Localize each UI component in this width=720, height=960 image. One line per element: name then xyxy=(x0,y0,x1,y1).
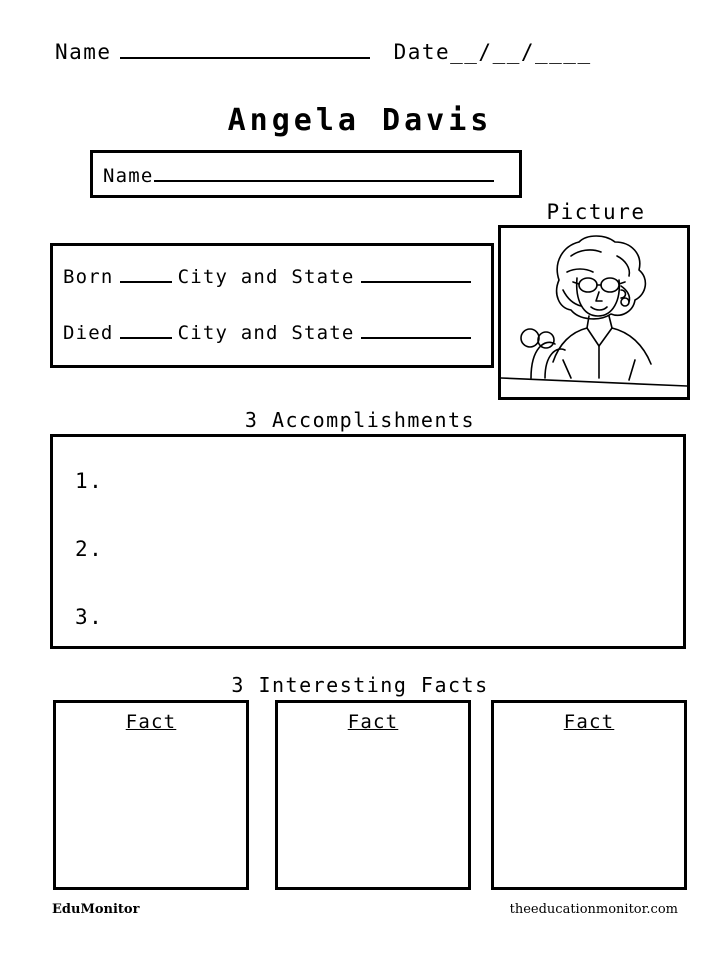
footer-brand: EduMonitor xyxy=(52,902,140,917)
accomplishment-item-1: 1. xyxy=(75,469,104,493)
fact-box-2-title: Fact xyxy=(347,711,399,733)
portrait-illustration xyxy=(501,228,687,397)
born-city-state-blank[interactable] xyxy=(361,270,471,283)
died-city-state-blank[interactable] xyxy=(361,326,471,339)
header-name-blank-line[interactable] xyxy=(120,43,370,59)
name-box[interactable] xyxy=(90,150,522,198)
accomplishments-heading: 3 Accomplishments xyxy=(244,408,476,432)
fact-box-3[interactable] xyxy=(491,700,687,890)
name-box-label: Name xyxy=(103,165,154,187)
died-line xyxy=(63,322,471,344)
facts-heading: 3 Interesting Facts xyxy=(231,673,489,697)
name-box-inner xyxy=(103,165,494,187)
page-title: Angela Davis xyxy=(227,103,493,138)
fact-box-1-title: Fact xyxy=(125,711,177,733)
born-line xyxy=(63,266,471,288)
born-label: Born xyxy=(63,266,114,288)
died-year-blank[interactable] xyxy=(120,326,172,339)
name-box-blank-line[interactable] xyxy=(154,168,494,182)
accomplishment-item-3: 3. xyxy=(75,605,104,629)
footer-website: theeducationmonitor.com xyxy=(509,902,678,917)
died-label: Died xyxy=(63,322,114,344)
fact-box-2[interactable] xyxy=(275,700,471,890)
picture-label: Picture xyxy=(546,200,646,224)
accomplishment-item-2: 2. xyxy=(75,537,104,561)
born-year-blank[interactable] xyxy=(120,270,172,283)
header-date-label[interactable]: Date__/__/____ xyxy=(393,40,592,64)
fact-box-3-title: Fact xyxy=(563,711,615,733)
died-city-state-label: City and State xyxy=(177,322,355,344)
picture-box[interactable] xyxy=(498,225,690,400)
born-city-state-label: City and State xyxy=(177,266,355,288)
fact-box-1[interactable] xyxy=(53,700,249,890)
header-name-label: Name xyxy=(55,40,112,64)
accomplishments-box[interactable] xyxy=(50,434,686,649)
birth-death-box xyxy=(50,243,494,368)
header-row xyxy=(55,40,665,64)
